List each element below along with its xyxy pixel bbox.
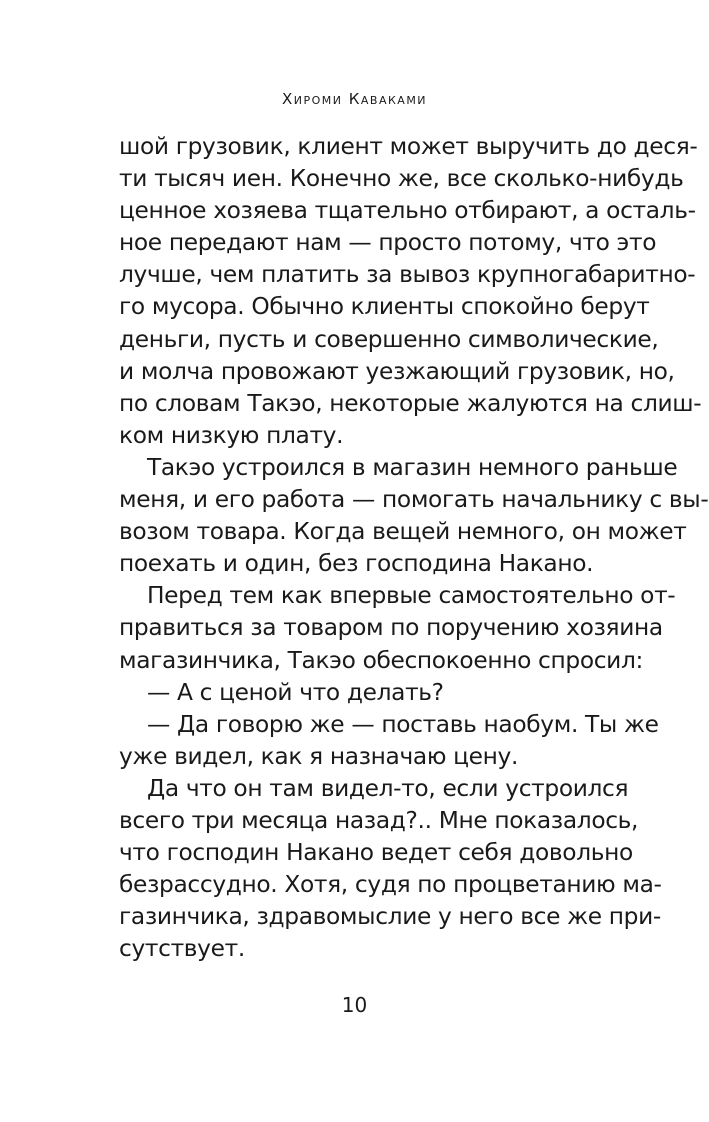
text-line: меня, и его работа — помогать начальнику с вы- [119, 486, 709, 514]
text-line: деньги, пусть и совершенно символические, [119, 325, 659, 353]
text-line: что господин Накано ведет себя довольно [119, 839, 633, 867]
text-line: ценное хозяева тщательно отбирают, а осталь- [119, 197, 696, 225]
text-line: уже видел, как я назначаю цену. [119, 742, 518, 770]
text-line: шой грузовик, клиент может выручить до деся- [119, 133, 698, 160]
body-text [119, 131, 709, 965]
text-line: го мусора. Обычно клиенты спокойно берут [119, 293, 650, 321]
text-line: правиться за товаром по поручению хозяина [119, 614, 663, 642]
running-header-author: Хироми Каваками [281, 90, 428, 108]
text-line: и молча провожают уезжающий грузовик, но, [119, 357, 675, 385]
text-line: сутствует. [119, 935, 245, 963]
text-line: ное передают нам — просто потому, что это [119, 229, 657, 257]
text-line: Перед тем как впервые самостоятельно от- [147, 582, 676, 610]
text-line: лучше, чем платить за вывоз крупногабаритно- [119, 261, 696, 289]
dialogue-line: — А с ценой что делать? [147, 678, 444, 706]
text-line: Такэо устроился в магазин немного раньше [147, 453, 678, 481]
text-line: по словам Такэо, некоторые жалуются на слиш- [119, 389, 702, 417]
text-line: всего три месяца назад?.. Мне показалось, [119, 806, 639, 834]
text-line: Да что он там видел-то, если устроился [147, 774, 629, 802]
text-line: ти тысяч иен. Конечно же, все сколько-нибудь [119, 165, 684, 193]
text-line: поехать и один, без господина Накано. [119, 550, 594, 578]
text-line: магазинчика, Такэо обеспокоенно спросил: [119, 646, 644, 674]
page-number: 10 [341, 993, 368, 1017]
text-line: безрассудно. Хотя, судя по процветанию ма- [119, 871, 662, 899]
text-line: газинчика, здравомыслие у него все же при- [119, 903, 661, 931]
text-line: ком низкую плату. [119, 421, 344, 449]
dialogue-line: — Да говорю же — поставь наобум. Ты же [147, 710, 659, 738]
text-line: возом товара. Когда вещей немного, он может [119, 518, 687, 546]
